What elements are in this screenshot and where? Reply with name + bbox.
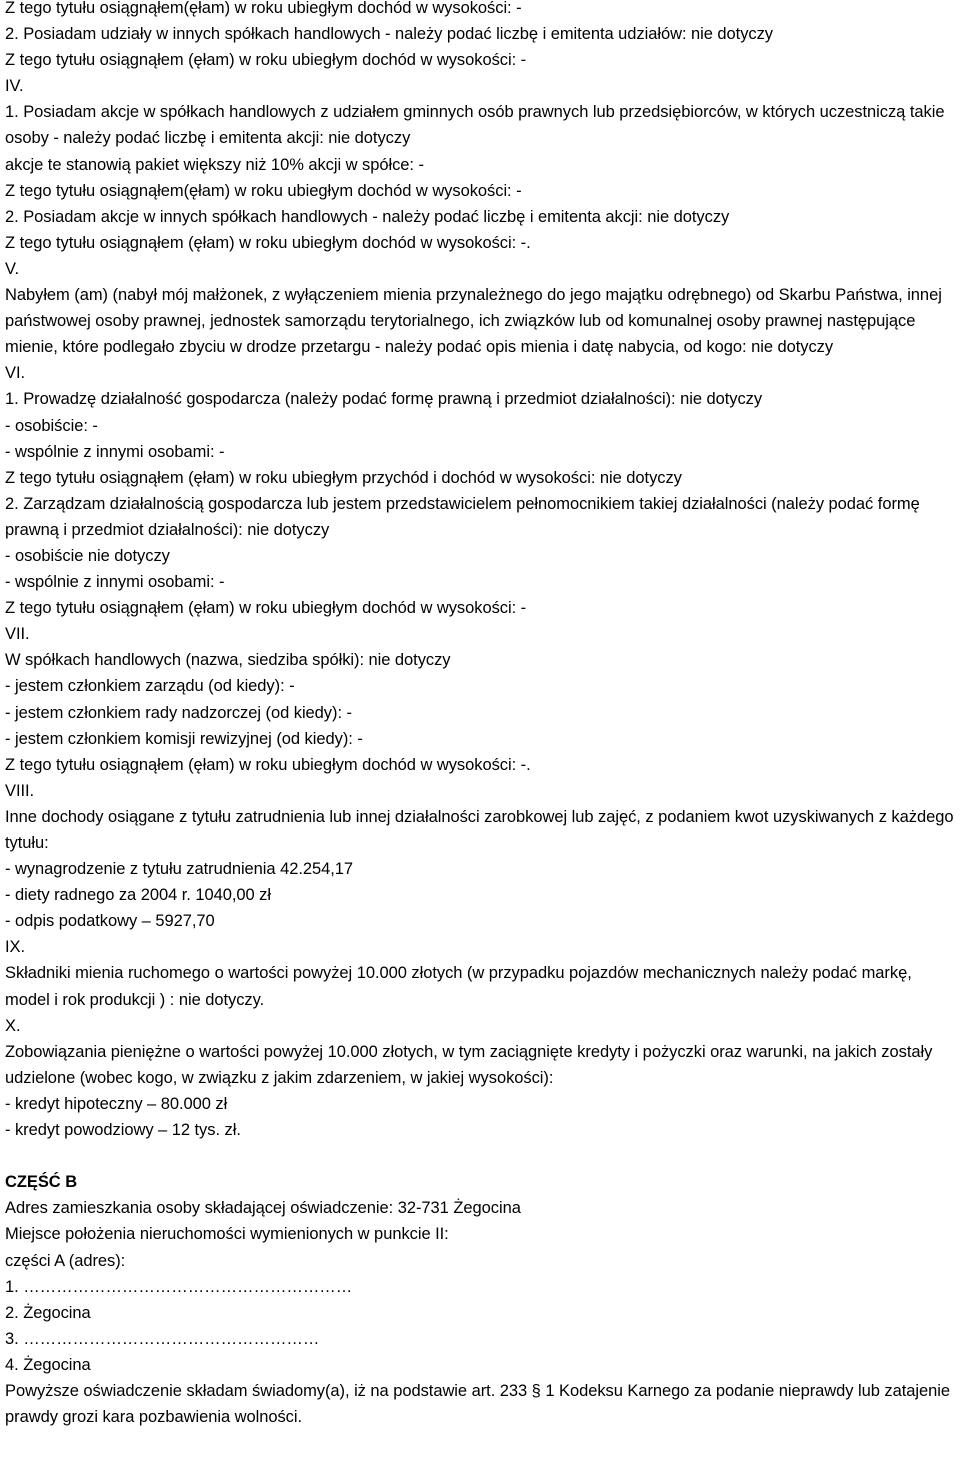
text-paragraph: Inne dochody osiągane z tytułu zatrudnienia lub innej działalności zarobkowej lub zajęć, z podaniem kwot uzyskiwanych z każdego tytułu:: [5, 807, 954, 852]
text-line: - kredyt hipoteczny – 80.000 zł: [5, 1094, 228, 1113]
text-line: Z tego tytułu osiągnąłem (ęłam) w roku ubiegłym dochód w wysokości: -: [5, 599, 527, 618]
text-line: - osobiście: -: [5, 416, 98, 435]
text-line: - diety radnego za 2004 r. 1040,00 zł: [5, 886, 272, 905]
text-line: części A (adres):: [5, 1251, 126, 1270]
text-line: akcje te stanowią pakiet większy niż 10% akcji w spółce: -: [5, 155, 424, 174]
text-line: 4. Żegocina: [5, 1355, 91, 1374]
text-line: - osobiście nie dotyczy: [5, 546, 170, 565]
text-line: 3. ………………………………………………: [5, 1329, 320, 1348]
section-heading-x: X.: [5, 1016, 21, 1035]
text-paragraph: 2. Zarządzam działalnością gospodarcza lub jestem przedstawicielem pełnomocnikiem takiej działalności (należy podać formę prawną i przedmiot działalności): nie dotyczy: [5, 494, 920, 539]
text-line: - jestem członkiem rady nadzorczej (od kiedy): -: [5, 703, 352, 722]
text-line: Z tego tytułu osiągnąłem (ęłam) w roku ubiegłym przychód i dochód w wysokości: nie dotyczy: [5, 468, 682, 487]
text-line: Z tego tytułu osiągnąłem(ęłam) w roku ubiegłym dochód w wysokości: -: [5, 0, 522, 17]
text-line: Adres zamieszkania osoby składającej oświadczenie: 32-731 Żegocina: [5, 1199, 521, 1218]
text-line: 1. Prowadzę działalność gospodarcza (należy podać formę prawną i przedmiot działalności): nie dotyczy: [5, 390, 763, 409]
text-paragraph: Nabyłem (am) (nabył mój małżonek, z wyłączeniem mienia przynależnego do jego majątku odrębnego) od Skarbu Państwa, innej państwowej osoby prawnej, jednostek samorządu terytorialnego, ich związków lub od komunalnej osoby prawnej następujące mienie, które podlegało zbyciu w drodze przetargu - należy podać opis mienia i datę nabycia, od kogo: nie dotyczy: [5, 286, 942, 357]
text-line: - wynagrodzenie z tytułu zatrudnienia 42.254,17: [5, 860, 354, 879]
part-b-heading: CZĘŚĆ B: [5, 1173, 78, 1192]
section-heading-vi: VI.: [5, 364, 26, 383]
text-line: 1. ……………………………………………………: [5, 1277, 353, 1296]
text-line: - kredyt powodziowy – 12 tys. zł.: [5, 1121, 241, 1140]
section-heading-ix: IX.: [5, 938, 26, 957]
text-paragraph: Składniki mienia ruchomego o wartości powyżej 10.000 złotych (w przypadku pojazdów mechanicznych należy podać markę, model i rok produkcji ) : nie dotyczy.: [5, 964, 912, 1009]
text-paragraph: Powyższe oświadczenie składam świadomy(a), iż na podstawie art. 233 § 1 Kodeksu Karnego za podanie nieprawdy lub zatajenie prawdy grozi kara pozbawienia wolności.: [5, 1381, 951, 1427]
text-line: 2. Posiadam akcje w innych spółkach handlowych - należy podać liczbę i emitenta akcji: nie dotyczy: [5, 207, 730, 226]
spacer: [5, 1143, 957, 1169]
text-paragraph: Zobowiązania pieniężne o wartości powyżej 10.000 złotych, w tym zaciągnięte kredyty i pożyczki oraz warunki, na jakich zostały udzielone (wobec kogo, w związku z jakim zdarzeniem, w jakiej wysokości):: [5, 1042, 933, 1087]
section-heading-v: V.: [5, 259, 19, 278]
text-line: - jestem członkiem komisji rewizyjnej (od kiedy): -: [5, 729, 363, 748]
text-line: 2. Posiadam udziały w innych spółkach handlowych - należy podać liczbę i emitenta udziałów: nie dotyczy: [5, 25, 774, 44]
text-line: Z tego tytułu osiągnąłem (ęłam) w roku ubiegłym dochód w wysokości: -.: [5, 233, 531, 252]
section-heading-viii: VIII.: [5, 781, 35, 800]
text-line: - wspólnie z innymi osobami: -: [5, 442, 225, 461]
text-line: Z tego tytułu osiągnąłem (ęłam) w roku ubiegłym dochód w wysokości: -: [5, 51, 527, 70]
text-line: Z tego tytułu osiągnąłem(ęłam) w roku ubiegłym dochód w wysokości: -: [5, 181, 522, 200]
text-line: 2. Żegocina: [5, 1303, 91, 1322]
text-line: - jestem członkiem zarządu (od kiedy): -: [5, 677, 295, 696]
text-paragraph: 1. Posiadam akcje w spółkach handlowych z udziałem gminnych osób prawnych lub przedsiębiorców, w których uczestniczą takie osoby - należy podać liczbę i emitenta akcji: nie dotyczy: [5, 103, 945, 148]
text-line: Z tego tytułu osiągnąłem (ęłam) w roku ubiegłym dochód w wysokości: -.: [5, 755, 531, 774]
text-line: Miejsce położenia nieruchomości wymienionych w punkcie II:: [5, 1225, 449, 1244]
text-line: W spółkach handlowych (nazwa, siedziba spółki): nie dotyczy: [5, 651, 451, 670]
document-body: [5, 0, 957, 1430]
section-heading-vii: VII.: [5, 625, 30, 644]
section-heading-iv: IV.: [5, 77, 24, 96]
text-line: - wspólnie z innymi osobami: -: [5, 573, 225, 592]
text-line: - odpis podatkowy – 5927,70: [5, 912, 215, 931]
